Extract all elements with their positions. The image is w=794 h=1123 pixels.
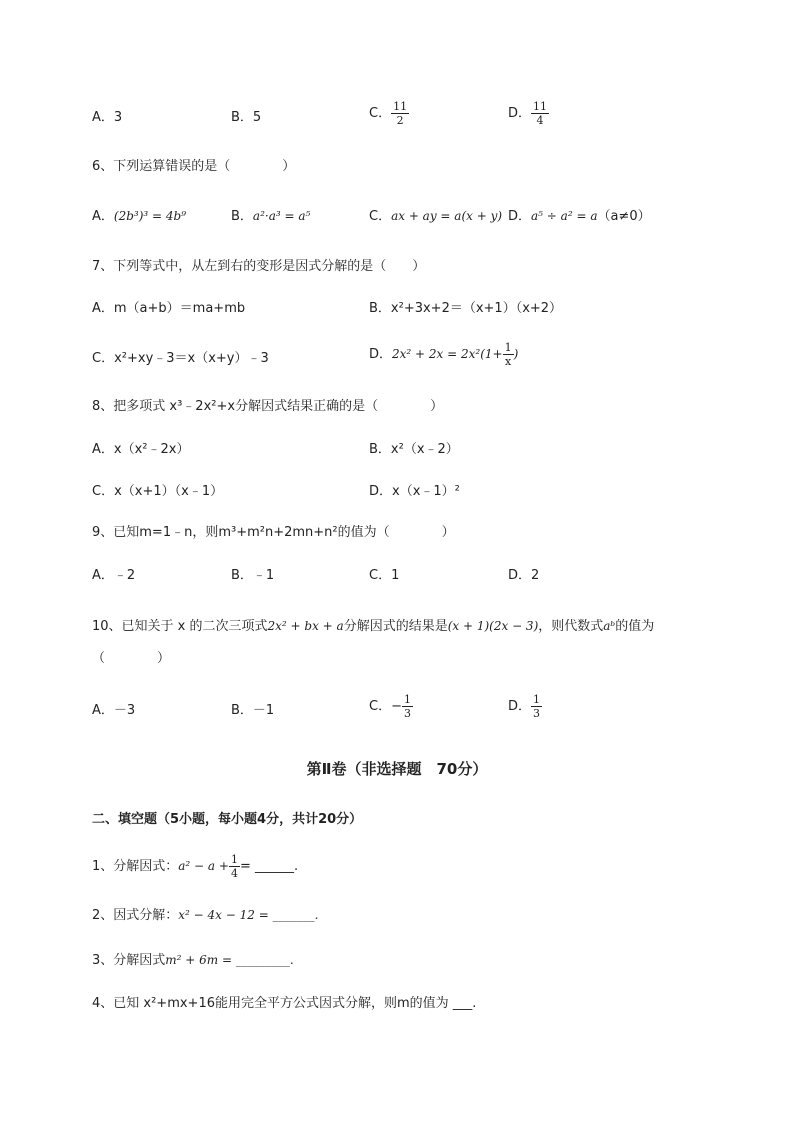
fill-1-fraction: $\frac{1}{4}$ [230, 853, 238, 880]
q10-option-c: C．− $\frac{1}{3}$ [369, 693, 411, 720]
q8-option-c: C．x（x+1）（x﹣1） [92, 484, 224, 499]
q9-option-c: C．1 [369, 568, 400, 583]
q6-option-b-expr: a²·a³ = a⁵ [252, 209, 311, 223]
q10-option-d-fraction: $\frac{1}{3}$ [533, 693, 541, 720]
q10-expr-trinomial: 2x² + bx + a [267, 619, 344, 633]
q5-option-d [508, 100, 549, 127]
q7-option-d-fraction: $\frac{1}{x}$ [504, 341, 512, 368]
q10-expr-power: aᵇ [603, 619, 616, 633]
q10-stem: 10、已知关于 x 的二次三项式2x² + bx + a分解因式的结果是(x + 1)(2x − 3)，则代数式aᵇ的值为 [92, 619, 655, 634]
q5-option-a: A．3 [92, 110, 123, 125]
q6-option-d-expr: a⁵ ÷ a² = a [531, 209, 598, 223]
q9-option-d: D．2 [508, 568, 540, 583]
q6-option-d: D．a⁵ ÷ a² = a（a≠0） [508, 209, 651, 224]
q10-expr-factored: (x + 1)(2x − 3) [447, 619, 539, 633]
section-heading: 二、填空题（5小题，每小题4分，共计20分） [92, 812, 363, 827]
fill-3: 3、分解因式m² + 6m = _________. [92, 953, 294, 968]
q10-stem-blank: （ ） [92, 651, 171, 666]
q9-stem: 9、已知m=1﹣n，则m³+m²n+2mn+n²的值为（ ） [92, 525, 455, 540]
q7-stem: 7、下列等式中，从左到右的变形是因式分解的是（ ） [92, 259, 426, 274]
fill-2: 2、因式分解：x² − 4x − 12 = _______. [92, 908, 319, 923]
q7-option-a: A．m（a+b）＝ma+mb [92, 301, 246, 316]
q7-option-d: D．2x² + 2x = 2x²(1+ $\frac{1}{x}$ ) [369, 341, 519, 368]
q10-option-a: A．－3 [92, 703, 136, 718]
q7-option-c: C．x²+xy﹣3＝x（x+y）﹣3 [92, 351, 269, 366]
q8-option-a: A．x（x²﹣2x） [92, 442, 190, 457]
q5-option-c-label: C． [369, 106, 392, 121]
fill-1: 1、分解因式：a² − a + $\frac{1}{4}$ = ______. [92, 853, 299, 880]
q5-option-d-label: D． [508, 106, 532, 121]
q6-option-b: B．a²·a³ = a⁵ [231, 209, 311, 224]
q10-option-b: B．－1 [231, 703, 275, 718]
q6-option-c-expr: ax + ay = a(x + y) [391, 209, 503, 223]
q10-option-d: D． $\frac{1}{3}$ [508, 693, 541, 720]
q5-option-c-fraction: $\frac{11}{2}$ [393, 100, 408, 127]
q5-option-b: B．5 [231, 110, 262, 125]
q8-option-d: D．x（x﹣1）² [369, 484, 460, 499]
q8-option-b: B．x²（x﹣2） [369, 442, 459, 457]
q6-option-a: A．(2b³)³ = 4b⁹ [92, 209, 187, 224]
section-title: 第Ⅱ卷（非选择题 70分） [306, 760, 488, 778]
q6-stem: 6、下列运算错误的是（ ） [92, 159, 296, 174]
q9-option-a: A．﹣2 [92, 568, 136, 583]
q7-option-d-expr: 2x² + 2x = 2x²(1+ [392, 347, 503, 361]
q6-option-a-expr: (2b³)³ = 4b⁹ [113, 209, 187, 223]
q10-option-c-fraction: $\frac{1}{3}$ [403, 693, 411, 720]
q5-option-c [369, 100, 409, 127]
q6-option-d-condition: （a≠0） [597, 209, 651, 224]
q9-option-b: B．﹣1 [231, 568, 275, 583]
q5-option-d-fraction: $\frac{11}{4}$ [533, 100, 548, 127]
q6-option-c: C．ax + ay = a(x + y) [369, 209, 503, 224]
fill-4: 4、已知 x²+mx+16能用完全平方公式因式分解，则m的值为 ___. [92, 996, 477, 1011]
q7-option-b: B．x²+3x+2＝（x+1）（x+2） [369, 301, 563, 316]
q8-stem: 8、把多项式 x³﹣2x²+x分解因式结果正确的是（ ） [92, 399, 444, 414]
